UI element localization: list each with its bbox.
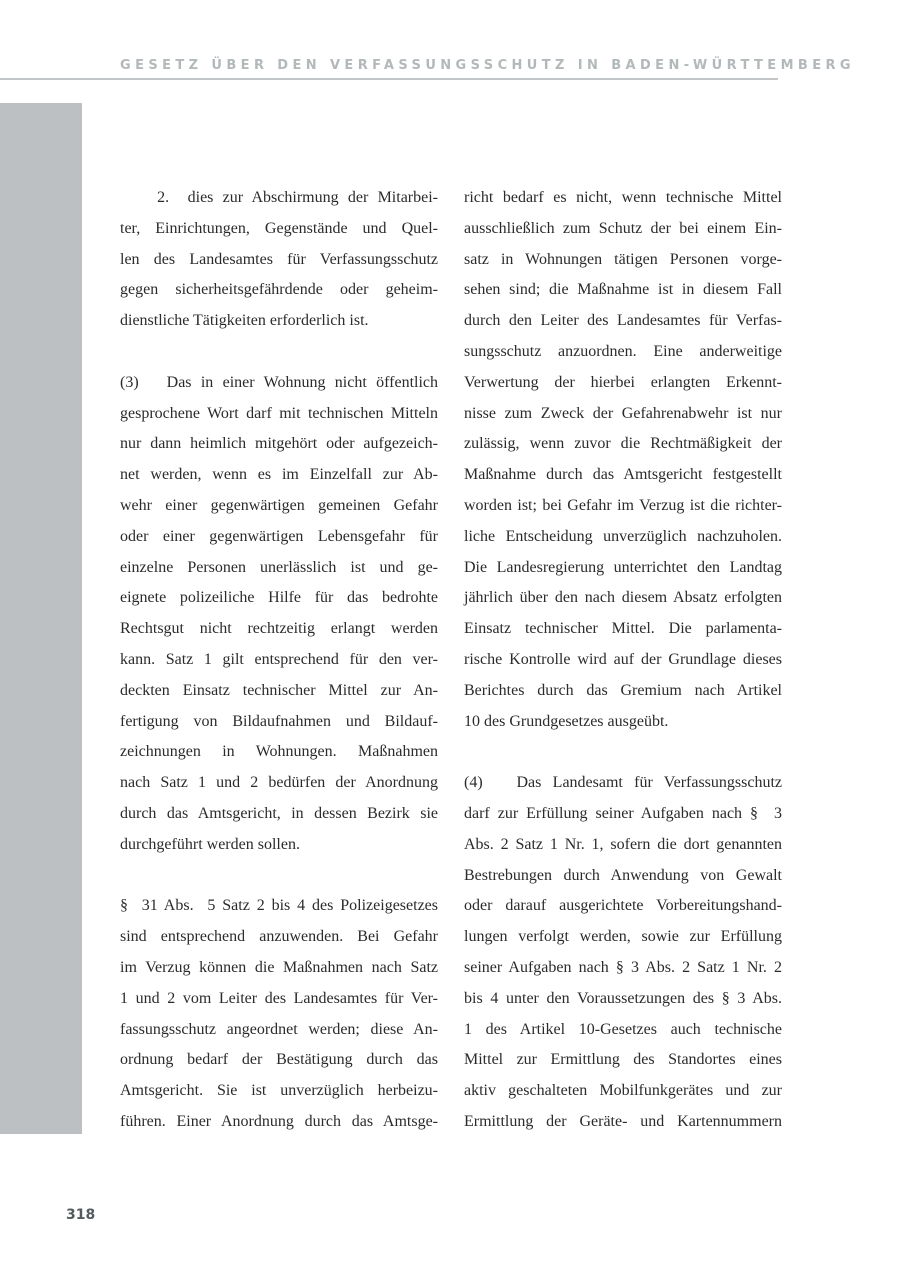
text-line: ordnung bedarf der Bestätigung durch das — [120, 1051, 438, 1069]
text-line: liche Entscheidung unverzüglich nachzuholen. — [464, 527, 782, 545]
text-line: darf zur Erfüllung seiner Aufgaben nach § 3 — [464, 804, 782, 822]
text-line: gegen sicherheitsgefährdende oder geheim- — [120, 281, 438, 299]
text-line: § 31 Abs. 5 Satz 2 bis 4 des Polizeigesetzes — [120, 897, 438, 915]
text-line: durch den Leiter des Landesamtes für Verfas- — [464, 312, 782, 330]
paragraph-section-31-reference — [120, 891, 438, 1137]
text-line: rische Kontrolle wird auf der Grundlage dieses — [464, 650, 782, 668]
text-line: Amtsgericht. Sie ist unverzüglich herbeizu- — [120, 1082, 438, 1100]
text-line: sind entsprechend anzuwenden. Bei Gefahr — [120, 928, 438, 946]
text-line: 10 des Grundgesetzes ausgeübt. — [464, 712, 669, 730]
text-line: Mittel zur Ermittlung des Standortes eines — [464, 1051, 782, 1069]
text-line: im Verzug können die Maßnahmen nach Satz — [120, 958, 438, 976]
text-line: Maßnahme durch das Amtsgericht festgestellt — [464, 466, 782, 484]
text-line: sungsschutz anzuordnen. Eine anderweitige — [464, 342, 782, 360]
text-line: jährlich über den nach diesem Absatz erfolgten — [464, 589, 782, 607]
text-line: durchgeführt werden sollen. — [120, 835, 300, 853]
text-line: Abs. 2 Satz 1 Nr. 1, sofern die dort genannten — [464, 835, 782, 853]
text-line: zulässig, wenn zuvor die Rechtmäßigkeit der — [464, 435, 782, 453]
text-line: durch das Amtsgericht, in dessen Bezirk sie — [120, 804, 438, 822]
text-line: lungen verfolgt werden, sowie zur Erfüllung — [464, 928, 782, 946]
paragraph-4 — [464, 768, 782, 1138]
text-line: worden ist; bei Gefahr im Verzug ist die richter- — [464, 496, 782, 514]
header-rule — [0, 78, 778, 80]
paragraph-continuation — [464, 183, 782, 737]
text-line: eignete polizeiliche Hilfe für das bedrohte — [120, 589, 438, 607]
text-line: Rechtsgut nicht rechtzeitig erlangt werden — [120, 620, 438, 638]
text-line: sehen sind; die Maßnahme ist in diesem Fall — [464, 281, 782, 299]
text-line: Verwertung der hierbei erlangten Erkennt- — [464, 373, 782, 391]
right-column — [464, 183, 782, 1138]
text-line: (3) Das in einer Wohnung nicht öffentlich — [120, 373, 438, 391]
text-line: seiner Aufgaben nach § 3 Abs. 2 Satz 1 Nr. 2 — [464, 958, 782, 976]
text-line: 1 und 2 vom Leiter des Landesamtes für Ver- — [120, 989, 438, 1007]
text-line: fertigung von Bildaufnahmen und Bildauf- — [120, 712, 438, 730]
text-line: Einsatz technischer Mittel. Die parlamenta- — [464, 620, 782, 638]
text-line: satz in Wohnungen tätigen Personen vorge- — [464, 250, 782, 268]
left-column — [120, 183, 438, 1138]
text-line: nisse zum Zweck der Gefahrenabwehr ist nur — [464, 404, 782, 422]
text-line: bis 4 unter den Voraussetzungen des § 3 Abs. — [464, 989, 782, 1007]
text-line: aktiv geschalteten Mobilfunkgerätes und zur — [464, 1082, 782, 1100]
text-line: Bestrebungen durch Anwendung von Gewalt — [464, 866, 782, 884]
text-line: wehr einer gegenwärtigen gemeinen Gefahr — [120, 496, 438, 514]
page-number: 318 — [66, 1207, 96, 1223]
text-line: 1 des Artikel 10-Gesetzes auch technische — [464, 1020, 782, 1038]
running-header: GESETZ ÜBER DEN VERFASSUNGSSCHUTZ IN BADEN-WÜRTTEMBERG — [120, 58, 855, 73]
paragraph-item-2 — [120, 183, 438, 337]
text-line: Berichtes durch das Gremium nach Artikel — [464, 681, 782, 699]
text-line: oder darauf ausgerichtete Vorbereitungshand- — [464, 897, 782, 915]
text-line: einzelne Personen unerlässlich ist und ge- — [120, 558, 438, 576]
text-line: richt bedarf es nicht, wenn technische Mittel — [464, 189, 782, 206]
text-line: ausschließlich zum Schutz der bei einem Ein- — [464, 219, 782, 237]
text-line: net werden, wenn es im Einzelfall zur Ab- — [120, 466, 438, 484]
text-line: 2. dies zur Abschirmung der Mitarbei- — [120, 189, 438, 206]
text-line: nach Satz 1 und 2 bedürfen der Anordnung — [120, 774, 438, 792]
text-line: fassungsschutz angeordnet werden; diese An- — [120, 1020, 438, 1038]
text-line: zeichnungen in Wohnungen. Maßnahmen — [120, 743, 438, 761]
text-line: dienstliche Tätigkeiten erforderlich ist. — [120, 312, 369, 330]
paragraph-3 — [120, 368, 438, 861]
text-line: oder einer gegenwärtigen Lebensgefahr für — [120, 527, 438, 545]
text-line: führen. Einer Anordnung durch das Amtsge- — [120, 1112, 438, 1130]
text-line: ter, Einrichtungen, Gegenstände und Quel- — [120, 219, 438, 237]
text-line: nur dann heimlich mitgehört oder aufgezeich- — [120, 435, 438, 453]
text-line: gesprochene Wort darf mit technischen Mitteln — [120, 404, 438, 422]
text-line: len des Landesamtes für Verfassungsschutz — [120, 250, 438, 268]
text-line: Ermittlung der Geräte- und Kartennummern — [464, 1112, 782, 1130]
side-margin-bar — [0, 103, 82, 1134]
text-line: kann. Satz 1 gilt entsprechend für den ver- — [120, 650, 438, 668]
text-line: Die Landesregierung unterrichtet den Landtag — [464, 558, 782, 576]
text-line: (4) Das Landesamt für Verfassungsschutz — [464, 774, 782, 792]
text-line: deckten Einsatz technischer Mittel zur An- — [120, 681, 438, 699]
